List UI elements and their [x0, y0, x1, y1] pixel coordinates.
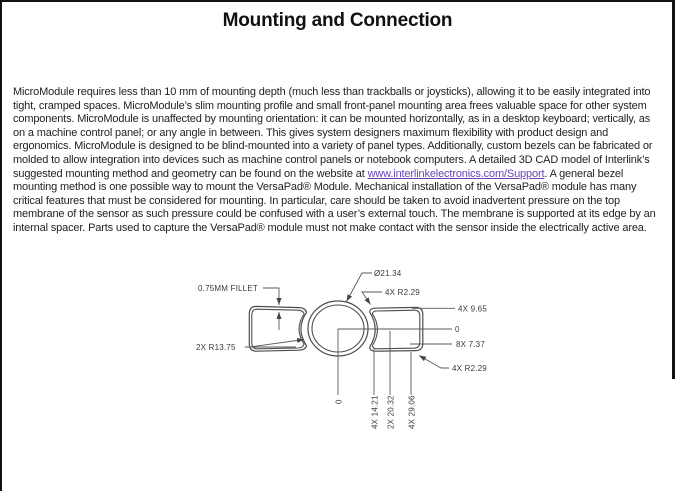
body-paragraph: [13, 86, 664, 236]
y-zero-label: 0: [455, 325, 460, 334]
page-title: Mounting and Connection: [222, 10, 453, 31]
x-zero-label: 0: [334, 399, 344, 404]
paragraph-text-after-link: . A general bezel mounting method is one possible way to mount the VersaPad® Module. Mechanical installation of the VersaPad® module has many critical features that must be considered for mounting. In particular, care should be taken to avoid inadvertent pressure on the top membrane of the sensor as such pressure could be confused with a user’s external touch. The membrane is supported at its edge by an internal spacer. Parts used to capture the VersaPad® module must not make contact with the sensor inside the electrically active area.: [13, 167, 656, 234]
fillet-label: 0.75MM FILLET: [198, 284, 258, 293]
page-border-top: [0, 0, 675, 2]
x-dim-2-label: 2X 20.32: [386, 395, 396, 429]
page-border-left: [0, 0, 2, 491]
paragraph-text-before-link: MicroModule requires less than 10 mm of mounting depth (much less than trackballs or joysticks), allowing it to be easily integrated into tight, cramped spaces. MicroModule’s slim mounting profile and small front-panel mounting area frees valuable space for other system components. MicroModule is unaffected by mounting orientation: it can be mounted horizontally, as in a desktop keyboard; vertically, as on a machine control panel; or any angle in between. This gives system designers maximum flexibility with product design and ergonomics. MicroModule is designed to be blind-mounted into a variety of panel types. Additionally, custom bezels can be fabricated or molded to allow integration into devices such as machine control panels or notebook computers. A detailed 3D CAD model of Interlink’s suggested mounting method and geometry can be found on the website at: [13, 86, 653, 180]
mounting-diagram-svg: [190, 260, 500, 440]
bottom-edge-label: 8X 7.37: [456, 340, 485, 349]
left-pad-shape: [249, 306, 306, 351]
x-dim-1-label: 4X 14.21: [370, 395, 380, 429]
top-corner-radius-label: 4X R2.29: [385, 288, 420, 297]
top-edge-label: 4X 9.65: [458, 304, 487, 314]
diameter-label: Ø21.34: [374, 269, 402, 278]
mounting-diagram: [190, 260, 500, 440]
bottom-corner-radius-label: 4X R2.29: [452, 364, 487, 373]
support-link[interactable]: www.interlinkelectronics.com/Support: [367, 167, 545, 180]
left-radius-label: 2X R13.75: [196, 343, 236, 352]
x-dim-3-label: 4X 29.06: [407, 395, 417, 429]
